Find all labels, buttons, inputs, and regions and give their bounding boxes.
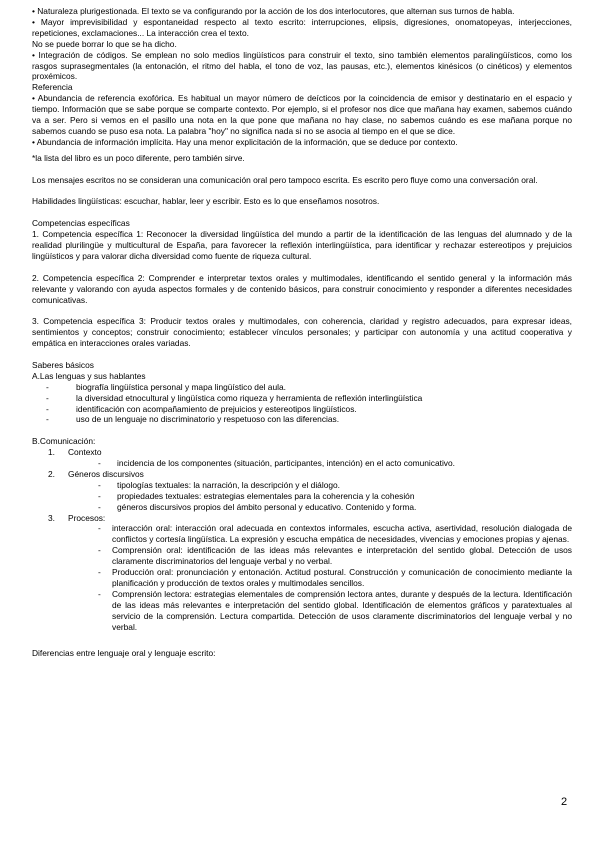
- list-item: - Comprensión lectora: estrategias elementales de comprensión lectora antes, durante y después de la lectura. Identificación de las ideas más relevantes e interpretación del sentido global. Identificación de elementos gráficos y paratextuales al servicio de la comprensión. Lectura compartida. Detección de usos claramente discriminatorios del lenguaje verbal y no verbal.: [98, 588, 572, 632]
- dash-bullet: -: [98, 501, 101, 512]
- list-item: - uso de un lenguaje no discriminatorio y respetuoso con las diferencias.: [46, 414, 340, 425]
- dash-bullet: -: [98, 523, 101, 534]
- section-b-heading: B.Comunicación:: [32, 436, 96, 447]
- intro-paragraph: • Naturaleza plurigestionada. El texto se va configurando por la acción de los dos interlocutores, que alternan sus turnos de habla.: [32, 6, 515, 16]
- competencia-item: 1. Competencia específica 1: Reconocer la diversidad lingüística del mundo a partir de la identificación de las lenguas del alumnado y de la realidad plurilingüe y multicultural de España, para favorecer la reflexión interlingüística, para identificar y rechazar estereotipos y prejuicios lingüísticos y para valorar dicha diversidad como fuente de riqueza cultural.: [32, 229, 572, 261]
- dash-bullet: -: [98, 545, 101, 556]
- dash-bullet: -: [98, 567, 101, 578]
- competencias-heading: Competencias específicas: [32, 218, 130, 229]
- subsection-heading: 3. Procesos:: [48, 512, 106, 523]
- list-item: - biografía lingüística personal y mapa lingüístico del aula.: [46, 381, 286, 392]
- list-item: - la diversidad etnocultural y lingüística como riqueza y herramienta de reflexión interlingüística: [46, 392, 423, 403]
- list-item: - identificación con acompañamiento de prejuicios y estereotipos lingüísticos.: [46, 403, 357, 414]
- list-item: - Producción oral: pronunciación y entonación. Actitud postural. Construcción y comunicación de conocimiento mediante la planificación y producción de textos orales y multimodales sencillos.: [98, 567, 572, 589]
- page-number: 2: [561, 796, 568, 808]
- differences-heading: Diferencias entre lenguaje oral y lenguaje escrito:: [32, 648, 216, 659]
- subsection-heading: 2. Géneros discursivos: [48, 468, 144, 479]
- dash-bullet: -: [46, 381, 49, 392]
- competencia-item: 2. Competencia específica 2: Comprender e interpretar textos orales y multimodales, identificando el sentido general y la información más relevante y valorando con ayuda aspectos formales y de contenido básicos, para construir conocimiento y responder a diferentes necesidades comunicativas.: [32, 272, 572, 305]
- section-a-heading: A.Las lenguas y sus hablantes: [32, 370, 146, 381]
- competencia-item: 3. Competencia específica 3: Producir textos orales y multimodales, con coherencia, claridad y registro adecuados, para expresar ideas, sentimientos y conceptos; construir conocimiento; establecer vínculos personales; y participar con autonomía y una actitud cooperativa y empática en interacciones orales variadas.: [32, 316, 572, 349]
- list-item: - interacción oral: interacción oral adecuada en contextos informales, escucha activa, asertividad, resolución dialogada de conflictos y cortesía lingüística. La expresión y escucha empática de necesidades, vivencias y emociones propias y ajenas.: [98, 523, 572, 545]
- dash-bullet: -: [98, 458, 101, 469]
- list-item: - géneros discursivos propios del ámbito personal y educativo. Contenido y forma.: [98, 501, 417, 512]
- saberes-heading: Saberes básicos: [32, 359, 94, 370]
- list-item: - tipologías textuales: la narración, la descripción y el diálogo.: [98, 479, 340, 490]
- subsection-heading: 1. Contexto: [48, 447, 102, 458]
- intro-paragraph: • Integración de códigos. Se emplean no solo medios lingüísticos para construir el texto, sino también elementos paralingüísticos, como los rasgos suprasegmentales (la entonación, el ritmo del habla, el tono de voz, las pausas, etc.), elementos kinésicos (o cinéticos) y elementos proxémicos.: [32, 49, 572, 82]
- dash-bullet: -: [46, 392, 49, 403]
- dash-bullet: -: [46, 414, 49, 425]
- dash-bullet: -: [98, 479, 101, 490]
- list-item: - Comprensión oral: identificación de las ideas más relevantes e interpretación del sentido global. Detección de usos claramente discriminatorios del lenguaje verbal y no verbal.: [98, 545, 572, 567]
- section-label-referencia: Referencia: [32, 82, 73, 93]
- written-messages-paragraph: Los mensajes escritos no se consideran una comunicación oral pero tampoco escrita. Es escrito pero fluye como una conversación oral.: [32, 174, 538, 185]
- intro-paragraph: • Abundancia de información implícita. Hay una menor explicitación de la información, que se deduce por contexto.: [32, 136, 458, 147]
- document-page: [32, 6, 572, 659]
- dash-bullet: -: [98, 588, 101, 599]
- skills-paragraph: Habilidades lingüísticas: escuchar, hablar, leer y escribir. Esto es lo que enseñamos nosotros.: [32, 196, 380, 207]
- intro-paragraph: No se puede borrar lo que se ha dicho.: [32, 38, 177, 49]
- dash-bullet: -: [98, 490, 101, 501]
- intro-paragraph: • Mayor imprevisibilidad y espontaneidad respecto al texto escrito: interrupciones, elipsis, digresiones, onomatopeyas, interjecciones, repeticiones, exclamaciones... La interacción crea el texto.: [32, 16, 572, 38]
- list-item: - propiedades textuales: estrategias elementales para la coherencia y la cohesión: [98, 490, 415, 501]
- list-item: - incidencia de los componentes (situación, participantes, intención) en el acto comunicativo.: [98, 458, 455, 469]
- footnote: *la lista del libro es un poco diferente, pero también sirve.: [32, 152, 245, 163]
- intro-paragraph: • Abundancia de referencia exofórica. Es habitual un mayor número de deícticos por la coincidencia de emisor y destinatario en el espacio y tiempo. Información que se sabe porque se comparte contexto. Por ejemplo, si el profesor nos dice que mañana hay examen, sabemos cuándo va a ser. Pero si vemos en el pasillo una nota en la que pone que mañana no hay clase, no sabemos cuándo es ese mañana porque no sabemos cuando se puso esa nota. La palabra "hoy" no significa nada si no se asocia al tiempo en el que se dice.: [32, 93, 572, 136]
- dash-bullet: -: [46, 403, 49, 414]
